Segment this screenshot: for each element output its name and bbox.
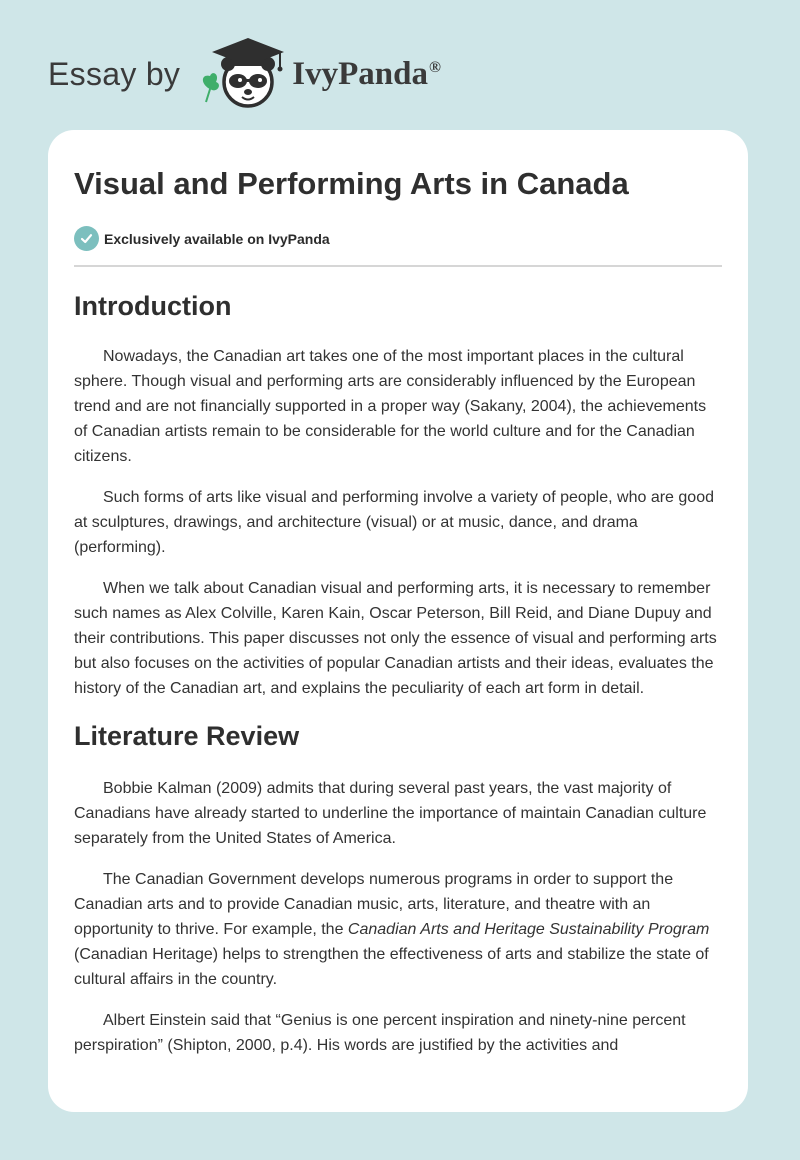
divider xyxy=(74,265,722,267)
paragraph: When we talk about Canadian visual and performing arts, it is necessary to remember such names as Alex Colville, Karen Kain, Oscar Peterson, Bill Reid, and Diane Dupuy and their contributions. This paper discusses not only the essence of visual and performing arts but also focuses on the activities of popular Canadian artists and their ideas, evaluates the history of the Canadian art, and explains the peculiarity of each art form in detail. xyxy=(74,580,717,697)
paragraph: Nowadays, the Canadian art takes one of the most important places in the cultural sphere. Though visual and performing arts are considerably influenced by the European trend and are not financially supported in a proper way (Sakany, 2004), the achievements of Canadian artists remain to be considerable for the world culture and for the Canadian citizens. xyxy=(74,348,707,465)
section-heading-literature-review: Literature Review xyxy=(74,721,300,751)
brand-header[interactable] xyxy=(48,34,441,114)
exclusive-badge-text: Exclusively available on IvyPanda xyxy=(104,230,330,247)
panda-logo-icon xyxy=(198,36,286,112)
exclusive-badge xyxy=(74,226,722,251)
essay-card xyxy=(48,130,748,1112)
paragraph: Albert Einstein said that “Genius is one percent inspiration and ninety-nine percent perspiration” (Shipton, 2000, p.4). His words are justified by the activities and xyxy=(74,1012,686,1054)
brand-prefix: Essay by xyxy=(48,55,181,92)
paragraph: Such forms of arts like visual and performing involve a variety of people, who are good at sculptures, drawings, and architecture (visual) or at music, dance, and drama (performing). xyxy=(74,489,714,556)
page-title: Visual and Performing Arts in Canada xyxy=(74,166,629,201)
brand-name: IvyPanda® xyxy=(292,55,441,92)
check-circle-icon xyxy=(74,226,99,251)
section-heading-introduction: Introduction xyxy=(74,291,232,321)
program-title: Canadian Arts and Heritage Sustainability Program xyxy=(347,921,710,938)
paragraph: Bobbie Kalman (2009) admits that during several past years, the vast majority of Canadians have already started to underline the importance of maintain Canadian culture separately from the United States of America. xyxy=(74,780,707,847)
paragraph: The Canadian Government develops numerous programs in order to support the Canadian arts and to provide Canadian music, arts, literature, and theatre with an opportunity to thrive. For example, the Canadian Arts and Heritage Sustainability Program (Canadian Heritage) helps to strengthen the effectiveness of arts and stabilize the state of cultural affairs in the country. xyxy=(74,871,710,988)
